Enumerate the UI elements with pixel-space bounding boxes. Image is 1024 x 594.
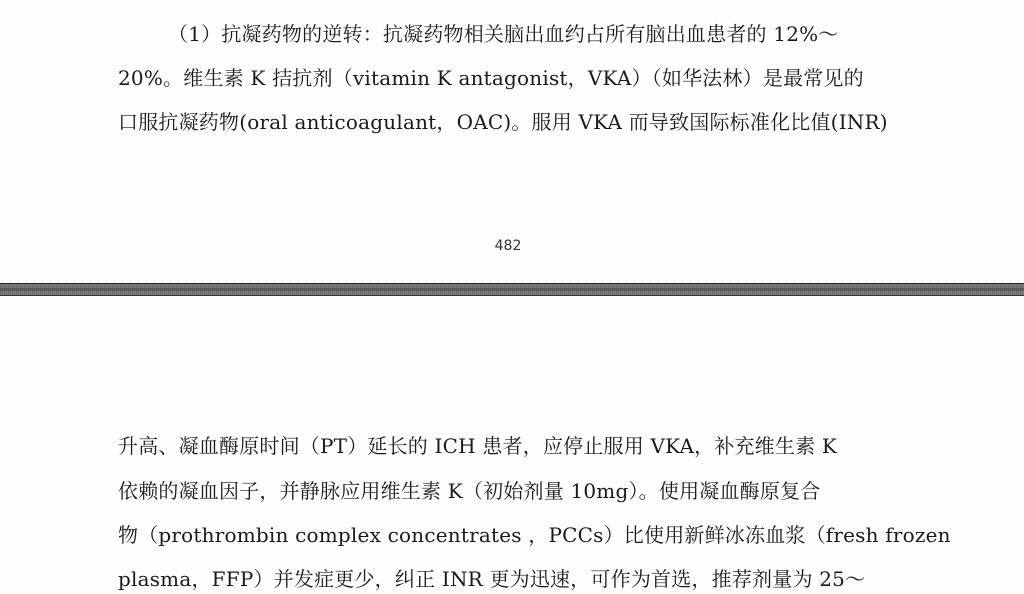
text-line: plasma，FFP）并发症更少，纠正 INR 更为迅速，可作为首选，推荐剂量为 25～ <box>118 567 866 591</box>
text-line: （1）抗凝药物的逆转：抗凝药物相关脑出血约占所有脑出血患者的 12%～ <box>168 22 839 46</box>
text-line: 物（prothrombin complex concentrates ，PCCs）比使用新鲜冰冻血浆（fresh frozen <box>118 523 951 547</box>
page-number: 482 <box>494 238 522 254</box>
text-line: 口服抗凝药物(oral anticoagulant，OAC)。服用 VKA 而导致国际标准化比值(INR) <box>118 110 888 134</box>
text-line: 升高、凝血酶原时间（PT）延长的 ICH 患者，应停止服用 VKA，补充维生素 K <box>118 434 838 458</box>
page-483 <box>0 296 1024 591</box>
text-line: 20%。维生素 K 拮抗剂（vitamin K antagonist，VKA）（如华法林）是最常见的 <box>118 66 864 90</box>
page-482 <box>0 0 1024 283</box>
text-line: 依赖的凝血因子，并静脉应用维生素 K（初始剂量 10mg）。使用凝血酶原复合 <box>118 479 821 503</box>
page-separator <box>0 283 1024 296</box>
